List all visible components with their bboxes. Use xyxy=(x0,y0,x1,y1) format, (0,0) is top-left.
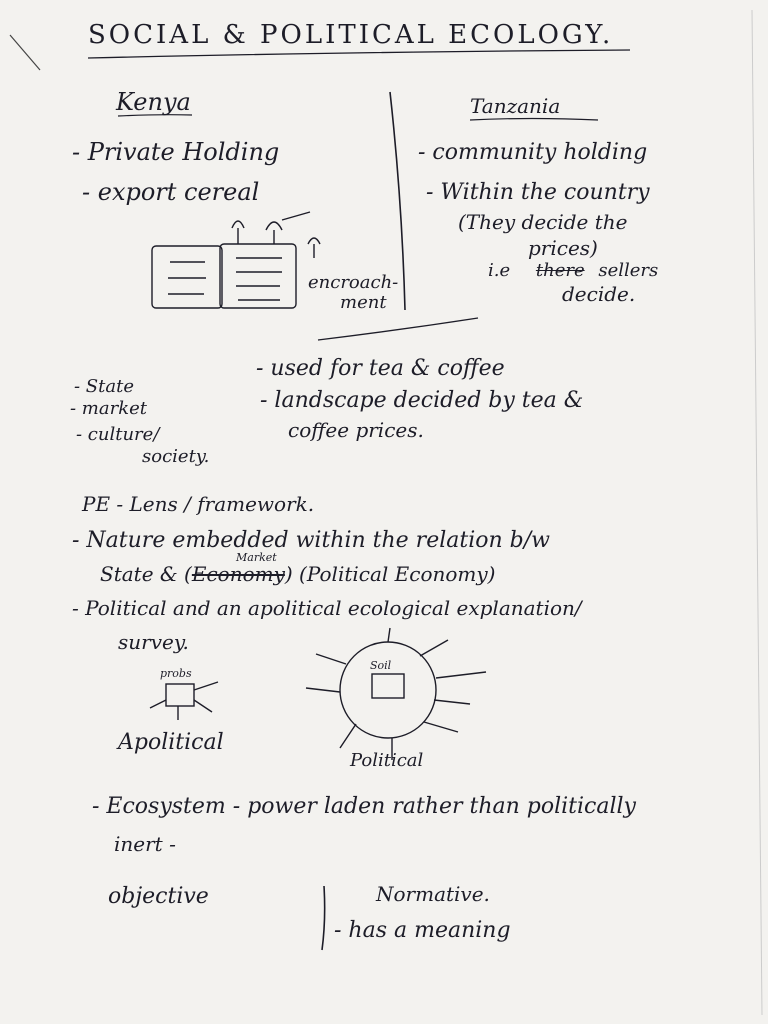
ecosystem-line-2: inert - xyxy=(114,832,176,856)
ie-suffix: sellers xyxy=(598,260,659,281)
economy-suffix: ) (Political Economy) xyxy=(284,562,496,586)
pe-state-line xyxy=(100,564,495,584)
page-title: SOCIAL & POLITICAL ECOLOGY. xyxy=(88,20,614,50)
tanzania-point-1: - community holding xyxy=(418,140,648,165)
tanzania-underline xyxy=(470,119,598,121)
ie-prefix: i.e xyxy=(488,260,511,281)
market-note: Market xyxy=(236,551,277,564)
big-box-label: Soil xyxy=(370,659,392,672)
apolitical-diagram xyxy=(150,682,218,720)
tanzania-ie-line xyxy=(488,262,658,280)
economy-struck: Economy xyxy=(191,562,285,586)
page-fold-line xyxy=(10,35,40,70)
encroachment-label-2: ment xyxy=(340,292,387,313)
pe-heading: PE - Lens / framework. xyxy=(82,492,315,516)
tanzania-point-3: (They decide the xyxy=(458,210,628,234)
normative-label: Normative. xyxy=(376,882,490,906)
kenya-point-2: - export cereal xyxy=(82,178,260,206)
encroachment-label-1: encroach- xyxy=(308,272,399,293)
factor-society: society. xyxy=(142,446,210,467)
usage-line-2: - landscape decided by tea & xyxy=(260,388,584,413)
factor-culture: - culture/ xyxy=(76,424,160,445)
tanzania-point-2: - Within the country xyxy=(426,180,650,205)
ecosystem-line-1: - Ecosystem - power laden rather than politically xyxy=(92,794,636,819)
state-prefix: State & ( xyxy=(100,562,192,586)
tanzania-decide: decide. xyxy=(562,282,636,306)
farm-plot-sketch xyxy=(152,212,320,308)
struck-word: there xyxy=(535,260,585,281)
pe-survey: survey. xyxy=(118,630,189,654)
political-label: Political xyxy=(350,750,424,771)
usage-line-1: - used for tea & coffee xyxy=(256,356,505,381)
objective-label: objective xyxy=(108,884,209,909)
small-box-label: probs xyxy=(160,667,192,680)
meaning-line: - has a meaning xyxy=(334,918,511,943)
apolitical-label: Apolitical xyxy=(118,730,224,755)
pe-political: - Political and an apolitical ecological explanation/ xyxy=(72,596,582,620)
tanzania-heading: Tanzania xyxy=(470,94,561,118)
political-diagram xyxy=(306,628,486,760)
page-edge-line xyxy=(752,10,762,1015)
title-underline xyxy=(88,50,630,58)
factor-market: - market xyxy=(70,398,148,419)
kenya-heading: Kenya xyxy=(116,88,191,116)
tanzania-point-4: prices) xyxy=(528,236,598,260)
section-underline xyxy=(318,318,478,340)
usage-line-3: coffee prices. xyxy=(288,418,424,442)
kenya-point-1: - Private Holding xyxy=(72,138,280,166)
pe-nature: - Nature embedded within the relation b/w xyxy=(72,528,550,553)
factor-state: - State xyxy=(74,376,134,397)
contrast-divider xyxy=(322,886,325,950)
